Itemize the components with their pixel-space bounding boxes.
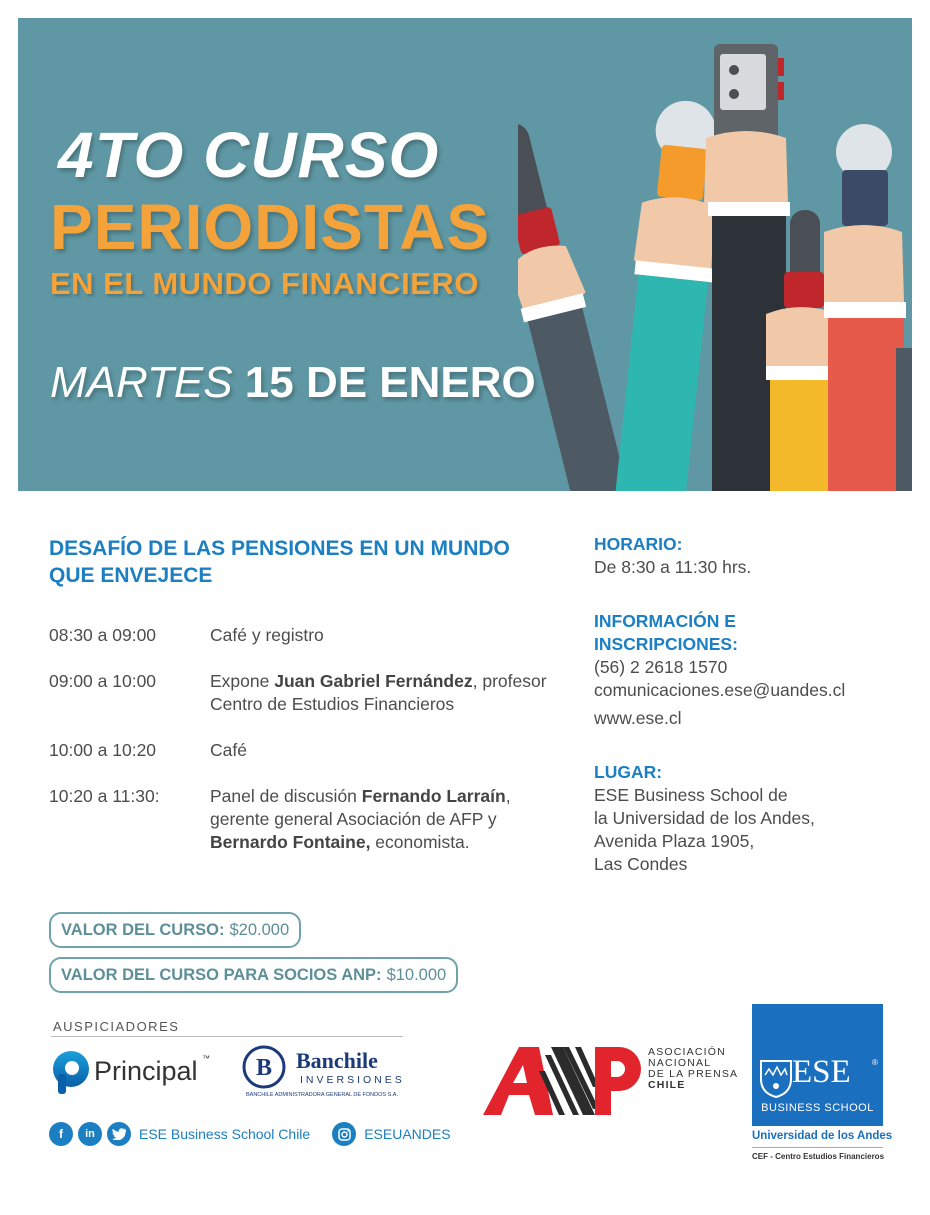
divider (51, 1036, 403, 1037)
partial-arm (896, 348, 912, 491)
place-label: LUGAR: (594, 762, 663, 782)
panelist-name: Bernardo Fontaine, (210, 832, 371, 852)
agenda-description (210, 785, 549, 854)
schedule-label: HORARIO: (594, 534, 683, 554)
agenda-row-1 (49, 624, 549, 647)
agenda-description: Café y registro (210, 625, 324, 645)
ese-crest-icon (759, 1059, 793, 1099)
course-price-badge (49, 912, 301, 948)
principal-name: Principal (94, 1056, 198, 1086)
phone-number: (56) 2 2618 1570 (594, 657, 728, 677)
agenda-text: Expone (210, 671, 275, 691)
speaker-name: Juan Gabriel Fernández (274, 671, 473, 691)
sponsors-label: AUSPICIADORES (53, 1019, 180, 1034)
place-line: la Universidad de los Andes, (594, 808, 815, 828)
email-link[interactable]: comunicaciones.ese@uandes.cl (594, 680, 846, 700)
agenda-list (49, 624, 549, 854)
ese-name: ESE (792, 1054, 851, 1090)
agenda-time: 10:20 a 11:30: (49, 786, 160, 806)
hero-title-line3: EN EL MUNDO FINANCIERO (50, 266, 479, 301)
agenda-description (210, 670, 549, 716)
agenda-row-2 (49, 670, 549, 716)
agenda-time: 09:00 a 10:00 (49, 671, 157, 691)
microphone-4 (824, 124, 906, 491)
twitter-icon[interactable] (107, 1122, 131, 1146)
place-line: Avenida Plaza 1905, (594, 831, 755, 851)
event-date-rest: 15 DE ENERO (244, 358, 536, 407)
member-price-badge (49, 957, 458, 993)
agenda-time: 08:30 a 09:00 (49, 625, 157, 645)
anp-text-line: ASOCIACIÓN (648, 1046, 726, 1058)
divider (752, 1147, 883, 1148)
schedule-value: De 8:30 a 11:30 hrs. (594, 557, 752, 577)
principal-logo (52, 1050, 212, 1096)
event-date-day: MARTES (50, 358, 233, 407)
agenda-row-3 (49, 739, 549, 762)
program-title: DESAFÍO DE LAS PENSIONES EN UN MUNDO QUE ENVEJECE (49, 537, 510, 587)
contact-block (594, 610, 914, 730)
contact-label: INFORMACIÓN E (594, 611, 736, 631)
price-value: $10.000 (386, 965, 447, 984)
anp-text-line: NACIONAL (648, 1057, 712, 1069)
instagram-handle[interactable]: ESEUANDES (364, 1126, 451, 1142)
place-line: ESE Business School de (594, 785, 788, 805)
ese-cef: CEF - Centro Estudios Financieros (752, 1152, 885, 1161)
anp-text-line: DE LA PRENSA (648, 1068, 739, 1080)
ese-logo (752, 1004, 893, 1161)
hero-banner (18, 18, 912, 491)
microphone-1 (518, 116, 637, 491)
linkedin-icon[interactable]: in (78, 1122, 102, 1146)
banchile-name: Banchile (296, 1048, 378, 1073)
anp-text (648, 1047, 738, 1091)
ese-logo-box (752, 1004, 883, 1126)
hero-title-line2: PERIODISTAS (50, 191, 491, 263)
trademark-mark: ™ (202, 1054, 210, 1063)
website-link[interactable]: www.ese.cl (594, 708, 682, 728)
principal-icon (52, 1050, 90, 1094)
registered-mark: ® (872, 1058, 878, 1067)
price-label: VALOR DEL CURSO: (61, 920, 225, 939)
agenda-description: Café (210, 740, 247, 760)
price-label: VALOR DEL CURSO PARA SOCIOS ANP: (61, 965, 382, 984)
svg-text:B: B (255, 1055, 273, 1081)
agenda-text: Panel de discusión (210, 786, 362, 806)
microphones-illustration (518, 18, 912, 491)
banchile-emblem-icon (242, 1045, 286, 1089)
anp-country: CHILE (648, 1079, 686, 1091)
anp-logo (483, 1043, 739, 1119)
place-line: Las Condes (594, 854, 688, 874)
social-links (49, 1122, 473, 1146)
panelist-name: Fernando Larraín (361, 786, 506, 806)
banchile-legal: BANCHILE ADMINISTRADORA GENERAL DE FONDOS S.A. (246, 1092, 398, 1098)
social-handle[interactable]: ESE Business School Chile (139, 1126, 311, 1142)
place-block (594, 761, 914, 876)
agenda-row-4 (49, 785, 549, 854)
instagram-icon[interactable] (332, 1122, 356, 1146)
agenda-text: , profesor Centro de Estudios Financieros (210, 671, 547, 714)
schedule-block (594, 533, 914, 579)
agenda-text: , gerente general Asociación de AFP y (210, 786, 511, 829)
anp-monogram-icon (483, 1043, 643, 1117)
price-value: $20.000 (229, 920, 290, 939)
hero-title-line1: 4TO CURSO (58, 119, 440, 191)
banchile-subtitle: INVERSIONES (300, 1074, 405, 1086)
event-date (50, 358, 536, 408)
banchile-logo (242, 1045, 405, 1101)
ese-business-school: BUSINESS SCHOOL (761, 1102, 874, 1114)
ese-university: Universidad de los Andes (752, 1130, 893, 1142)
agenda-text: economista. (370, 832, 470, 852)
agenda-time: 10:00 a 10:20 (49, 740, 157, 760)
facebook-icon[interactable]: f (49, 1122, 73, 1146)
contact-label: INSCRIPCIONES: (594, 634, 738, 654)
